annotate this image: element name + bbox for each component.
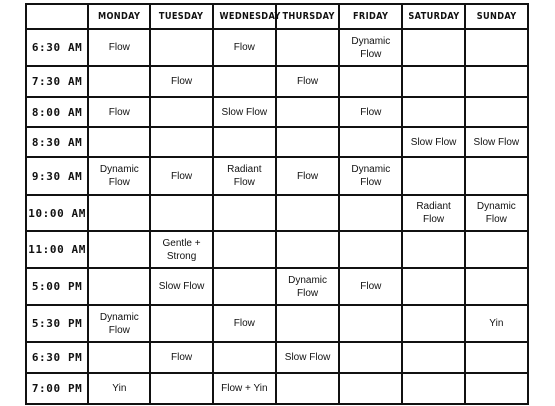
class-cell [339,305,402,342]
schedule-row [26,97,528,127]
class-cell: Slow Flow [276,342,339,373]
class-cell: Flow [276,157,339,195]
class-cell [150,127,212,157]
class-cell: Dynamic Flow [465,195,528,231]
class-cell [276,97,339,127]
time-slot-label: 7:30 AM [26,66,88,97]
class-cell [213,231,276,268]
class-cell [213,66,276,97]
class-cell: Slow Flow [213,97,276,127]
class-cell [465,231,528,268]
class-cell [88,195,150,231]
class-cell: Slow Flow [402,127,464,157]
class-cell: Flow [339,97,402,127]
time-slot-label: 10:00 AM [26,195,88,231]
class-cell [276,195,339,231]
class-cell: Dynamic Flow [276,268,339,305]
class-cell: Yin [465,305,528,342]
class-cell: Flow [339,268,402,305]
class-cell: Dynamic Flow [88,157,150,195]
schedule-row [26,29,528,66]
class-cell: Gentle + Strong [150,231,212,268]
schedule-row [26,373,528,404]
class-cell [213,342,276,373]
class-cell [88,127,150,157]
time-slot-label: 5:30 PM [26,305,88,342]
class-cell [465,29,528,66]
class-cell [402,66,464,97]
class-cell [276,127,339,157]
day-header-monday: MONDAY [94,4,145,29]
class-cell [150,195,212,231]
schedule-row [26,342,528,373]
class-cell: Yin [88,373,150,404]
class-cell: Flow [150,66,212,97]
class-cell [402,373,464,404]
class-cell [465,157,528,195]
time-slot-label: 6:30 AM [26,29,88,66]
class-cell [88,342,150,373]
class-cell [276,305,339,342]
class-cell: Flow + Yin [213,373,276,404]
class-cell [150,373,212,404]
class-cell [465,342,528,373]
class-cell [402,231,464,268]
class-cell [276,373,339,404]
class-cell [150,97,212,127]
class-cell: Flow [150,342,212,373]
class-cell [339,373,402,404]
class-cell [339,66,402,97]
yoga-class-schedule [25,3,529,405]
time-slot-label: 8:00 AM [26,97,88,127]
day-header-saturday: SATURDAY [408,4,459,29]
day-header-friday: FRIDAY [345,4,397,29]
class-cell: Flow [88,97,150,127]
time-slot-label: 5:00 PM [26,268,88,305]
class-cell [276,231,339,268]
class-cell: Radiant Flow [402,195,464,231]
class-cell [213,127,276,157]
schedule-row [26,66,528,97]
class-cell: Flow [150,157,212,195]
class-cell [339,127,402,157]
class-cell: Flow [213,29,276,66]
class-cell [465,66,528,97]
class-cell [339,195,402,231]
class-cell [213,195,276,231]
class-cell: Flow [88,29,150,66]
class-cell [465,268,528,305]
class-cell [402,97,464,127]
schedule-row [26,268,528,305]
time-slot-label: 9:30 AM [26,157,88,195]
class-cell [276,29,339,66]
class-cell [213,268,276,305]
time-slot-label: 6:30 PM [26,342,88,373]
class-cell [88,268,150,305]
class-cell: Slow Flow [150,268,212,305]
corner-cell [26,4,88,29]
class-cell [402,29,464,66]
class-cell [88,231,150,268]
class-cell: Radiant Flow [213,157,276,195]
class-cell [150,305,212,342]
header-row [26,4,528,29]
class-cell [465,373,528,404]
time-slot-label: 8:30 AM [26,127,88,157]
time-slot-label: 7:00 PM [26,373,88,404]
day-header-thursday: THURSDAY [282,4,334,29]
class-cell [339,342,402,373]
schedule-row [26,127,528,157]
schedule-row [26,305,528,342]
day-header-wednesday: WEDNESDAY [218,4,270,29]
class-cell: Dynamic Flow [339,157,402,195]
class-cell: Dynamic Flow [339,29,402,66]
day-header-tuesday: TUESDAY [156,4,207,29]
class-cell: Slow Flow [465,127,528,157]
day-header-sunday: SUNDAY [470,4,522,29]
class-cell [402,305,464,342]
class-cell [150,29,212,66]
schedule-row [26,195,528,231]
class-cell: Dynamic Flow [88,305,150,342]
class-cell: Flow [276,66,339,97]
class-cell: Flow [213,305,276,342]
class-cell [88,66,150,97]
class-cell [402,157,464,195]
class-cell [465,97,528,127]
time-slot-label: 11:00 AM [26,231,88,268]
schedule-row [26,157,528,195]
schedule-row [26,231,528,268]
class-cell [402,342,464,373]
class-cell [402,268,464,305]
class-cell [339,231,402,268]
